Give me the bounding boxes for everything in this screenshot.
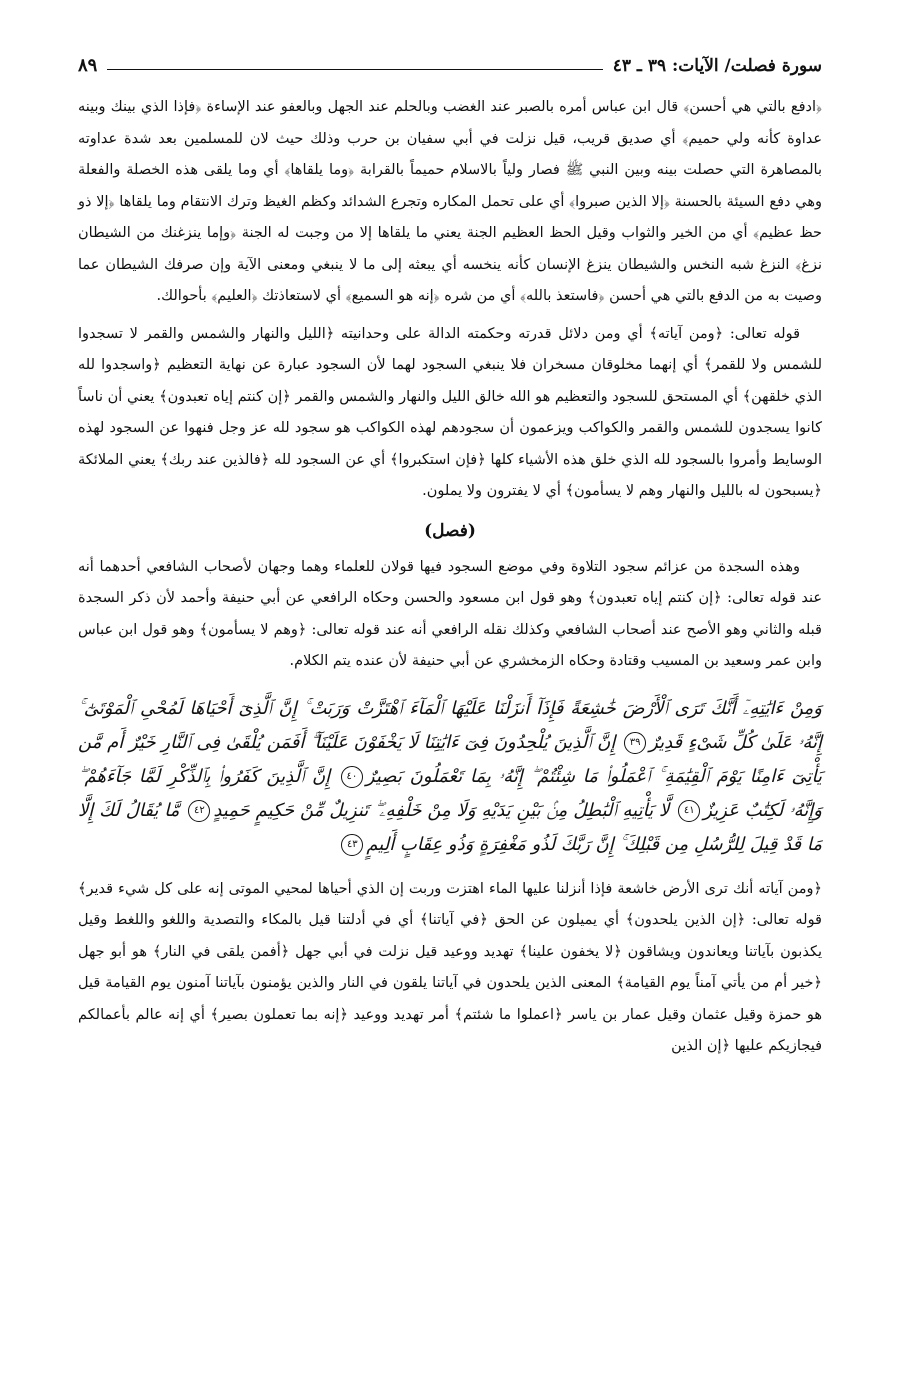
quran-verse: مَّا يُقَالُ لَكَ إِلَّا مَا قَدْ قِيلَ لِلرُّسُلِ مِن قَبْلِكَ ۚ إِنَّ رَبَّكَ لَذُو مَغْفِرَةٍ وَذُو عِقَابٍ أَلِيمٍ (78, 799, 822, 855)
commentary-paragraph-1: ﴿ادفع بالتي هي أحسن﴾ قال ابن عباس أمره بالصبر عند الغضب وبالحلم عند الجهل وبالعفو عند الإساءة ﴿فإذا الذي بينك وبينه عداوة كأنه ولي حميم﴾ أي صديق قريب، قيل نزلت في أبي سفيان بن حرب وذلك حيث لان للمسلمين بعد شدة عداوته بالمصاهرة التي حصلت بينه وبين النبي ﷺ فصار ولياً بالاسلام حميماً بالقرابة ﴿وما يلقاها﴾ أي وما يلقى هذه الخصلة والفعلة وهي دفع السيئة بالحسنة ﴿إلا الذين صبروا﴾ أي على تحمل المكاره وتجرع الشدائد وكظم الغيظ وترك الانتقام وما يلقاها ﴿إلا ذو حظ عظيم﴾ أي من الخير والثواب وقيل الحظ العظيم الجنة يعني ما يلقاها إلا من وجبت له الجنة ﴿وإما ينزغنك من الشيطان نزغ﴾ النزغ شبه النخس والشيطان ينزغ الإنسان كأنه ينخسه أي يبعثه إلى ما لا ينبغي ومعنى الآية وإن صرفك الشيطان عما وصيت به من الدفع بالتي هي أحسن ﴿فاستعذ بالله﴾ أي من شره ﴿إنه هو السميع﴾ أي لاستعاذتك ﴿العليم﴾ بأحوالك. (78, 99, 822, 304)
commentary-paragraph-2: قوله تعالى: ﴿ومن آياته﴾ أي ومن دلائل قدرته وحكمته الدالة على وحدانيته ﴿الليل والنهار والشمس والقمر لا تسجدوا للشمس ولا للقمر﴾ أي إنهما مخلوقان مسخران فلا ينبغي السجود لهما لأن السجود عبارة عن نهاية التعظيم ﴿واسجدوا لله الذي خلقهن﴾ أي المستحق للسجود والتعظيم هو الله خالق الليل والنهار والشمس والقمر ﴿إن كنتم إياه تعبدون﴾ يعني أن ناساً كانوا يسجدون للشمس والقمر والكواكب ويزعمون أن سجودهم لهذه الكواكب هو سجود لله عز وجل فنهوا عن السجود لهذه الوسايط وأمروا بالسجود لله الذي خلق هذه الأشياء كلها ﴿فإن استكبروا﴾ أي عن السجود لله ﴿فالذين عند ربك﴾ يعني الملائكة ﴿يسبحون له بالليل والنهار وهم لا يسأمون﴾ أي لا يفترون ولا يملون. (78, 325, 822, 499)
header-title: سورة فصلت/ الآيات: ٣٩ ـ ٤٣ (612, 56, 822, 76)
ayah-number-marker: ٤١ (678, 800, 700, 822)
ayah-number-marker: ٣٩ (624, 732, 646, 754)
fasl-paragraph: وهذه السجدة من عزائم سجود التلاوة وفي موضع السجود فيها قولان للعلماء وهما وجهان لأصحاب الشافعي أحدهما أنه عند قوله تعالى: ﴿إن كنتم إياه تعبدون﴾ وهو قول ابن مسعود والحسن وحكاه الرافعي عن أبي حنيفة وأحمد لأن ذكر السجدة قبله والثاني وهو الأصح عند أصحاب الشافعي وكذلك نقله الرافعي أنه عند قوله تعالى: ﴿وهم لا يسأمون﴾ وهو قول ابن عباس وابن عمر وسعيد بن المسيب وقتادة وحكاه الزمخشري عن أبي حنيفة لأن عنده يتم الكلام. (78, 558, 822, 669)
quran-verses-block (78, 692, 822, 862)
tafsir-paragraph: ﴿ومن آياته أنك ترى الأرض خاشعة فإذا أنزلنا عليها الماء اهتزت وربت إن الذي أحياها لمحيي الموتى إنه على كل شيء قدير﴾ قوله تعالى: ﴿إن الذين يلحدون﴾ أي يميلون عن الحق ﴿في آياتنا﴾ أي في أدلتنا قيل بالمكاء والتصدية واللغو واللغط وقيل يكذبون بآياتنا ويعاندون ويشاقون ﴿لا يخفون علينا﴾ تهديد ووعيد قيل نزلت في أبي جهل ﴿أفمن يلقى في النار﴾ هو أبو جهل ﴿خير أم من يأتي آمناً يوم القيامة﴾ المعنى الذين يلحدون في آياتنا يلقون في النار والذين يؤمنون بآياتنا آمنون يوم القيامة قيل هو حمزة وقيل عثمان وقيل عمار بن ياسر ﴿اعملوا ما شئتم﴾ أمر تهديد ووعيد ﴿إنه بما تعملون بصير﴾ أي إنه عالم بأعمالكم فيجازيكم عليها ﴿إن الذين (78, 880, 822, 1054)
running-header (78, 40, 822, 76)
quran-verse: إِنَّ ٱلَّذِينَ كَفَرُوا۟ بِٱلذِّكْرِ لَمَّا جَآءَهُمْ ۖ وَإِنَّهُۥ لَكِتَٰبٌ عَزِيزٌ (78, 765, 822, 821)
header-rule (107, 69, 602, 70)
quran-verse: وَمِنْ ءَايَٰتِهِۦٓ أَنَّكَ تَرَى ٱلْأَرْضَ خَٰشِعَةً فَإِذَآ أَنزَلْنَا عَلَيْهَا ٱلْمَآءَ ٱهْتَزَّتْ وَرَبَتْ ۚ إِنَّ ٱلَّذِىٓ أَحْيَاهَا لَمُحْىِ ٱلْمَوْتَىٰٓ ۚ إِنَّهُۥ عَلَىٰ كُلِّ شَىْءٍ قَدِيرٌ (78, 697, 822, 753)
quran-verse: إِنَّ ٱلَّذِينَ يُلْحِدُونَ فِىٓ ءَايَٰتِنَا لَا يَخْفَوْنَ عَلَيْنَآ ۗ أَفَمَن يُلْقَىٰ فِى ٱلنَّارِ خَيْرٌ أَم مَّن يَأْتِىٓ ءَامِنًا يَوْمَ ٱلْقِيَٰمَةِ ۚ ٱعْمَلُوا۟ مَا شِئْتُمْ ۖ إِنَّهُۥ بِمَا تَعْمَلُونَ بَصِيرٌ (78, 731, 822, 787)
section-heading: (فصل) (424, 520, 476, 541)
ayah-number-marker: ٤٣ (341, 834, 363, 856)
quran-verse: لَّا يَأْتِيهِ ٱلْبَٰطِلُ مِنۢ بَيْنِ يَدَيْهِ وَلَا مِنْ خَلْفِهِۦ ۖ تَنزِيلٌ مِّنْ حَكِيمٍ حَمِيدٍ (213, 799, 670, 821)
ayah-number-marker: ٤٠ (341, 766, 363, 788)
page-number: ٨٩ (78, 55, 98, 76)
ayah-number-marker: ٤٢ (188, 800, 210, 822)
page (78, 40, 822, 1063)
